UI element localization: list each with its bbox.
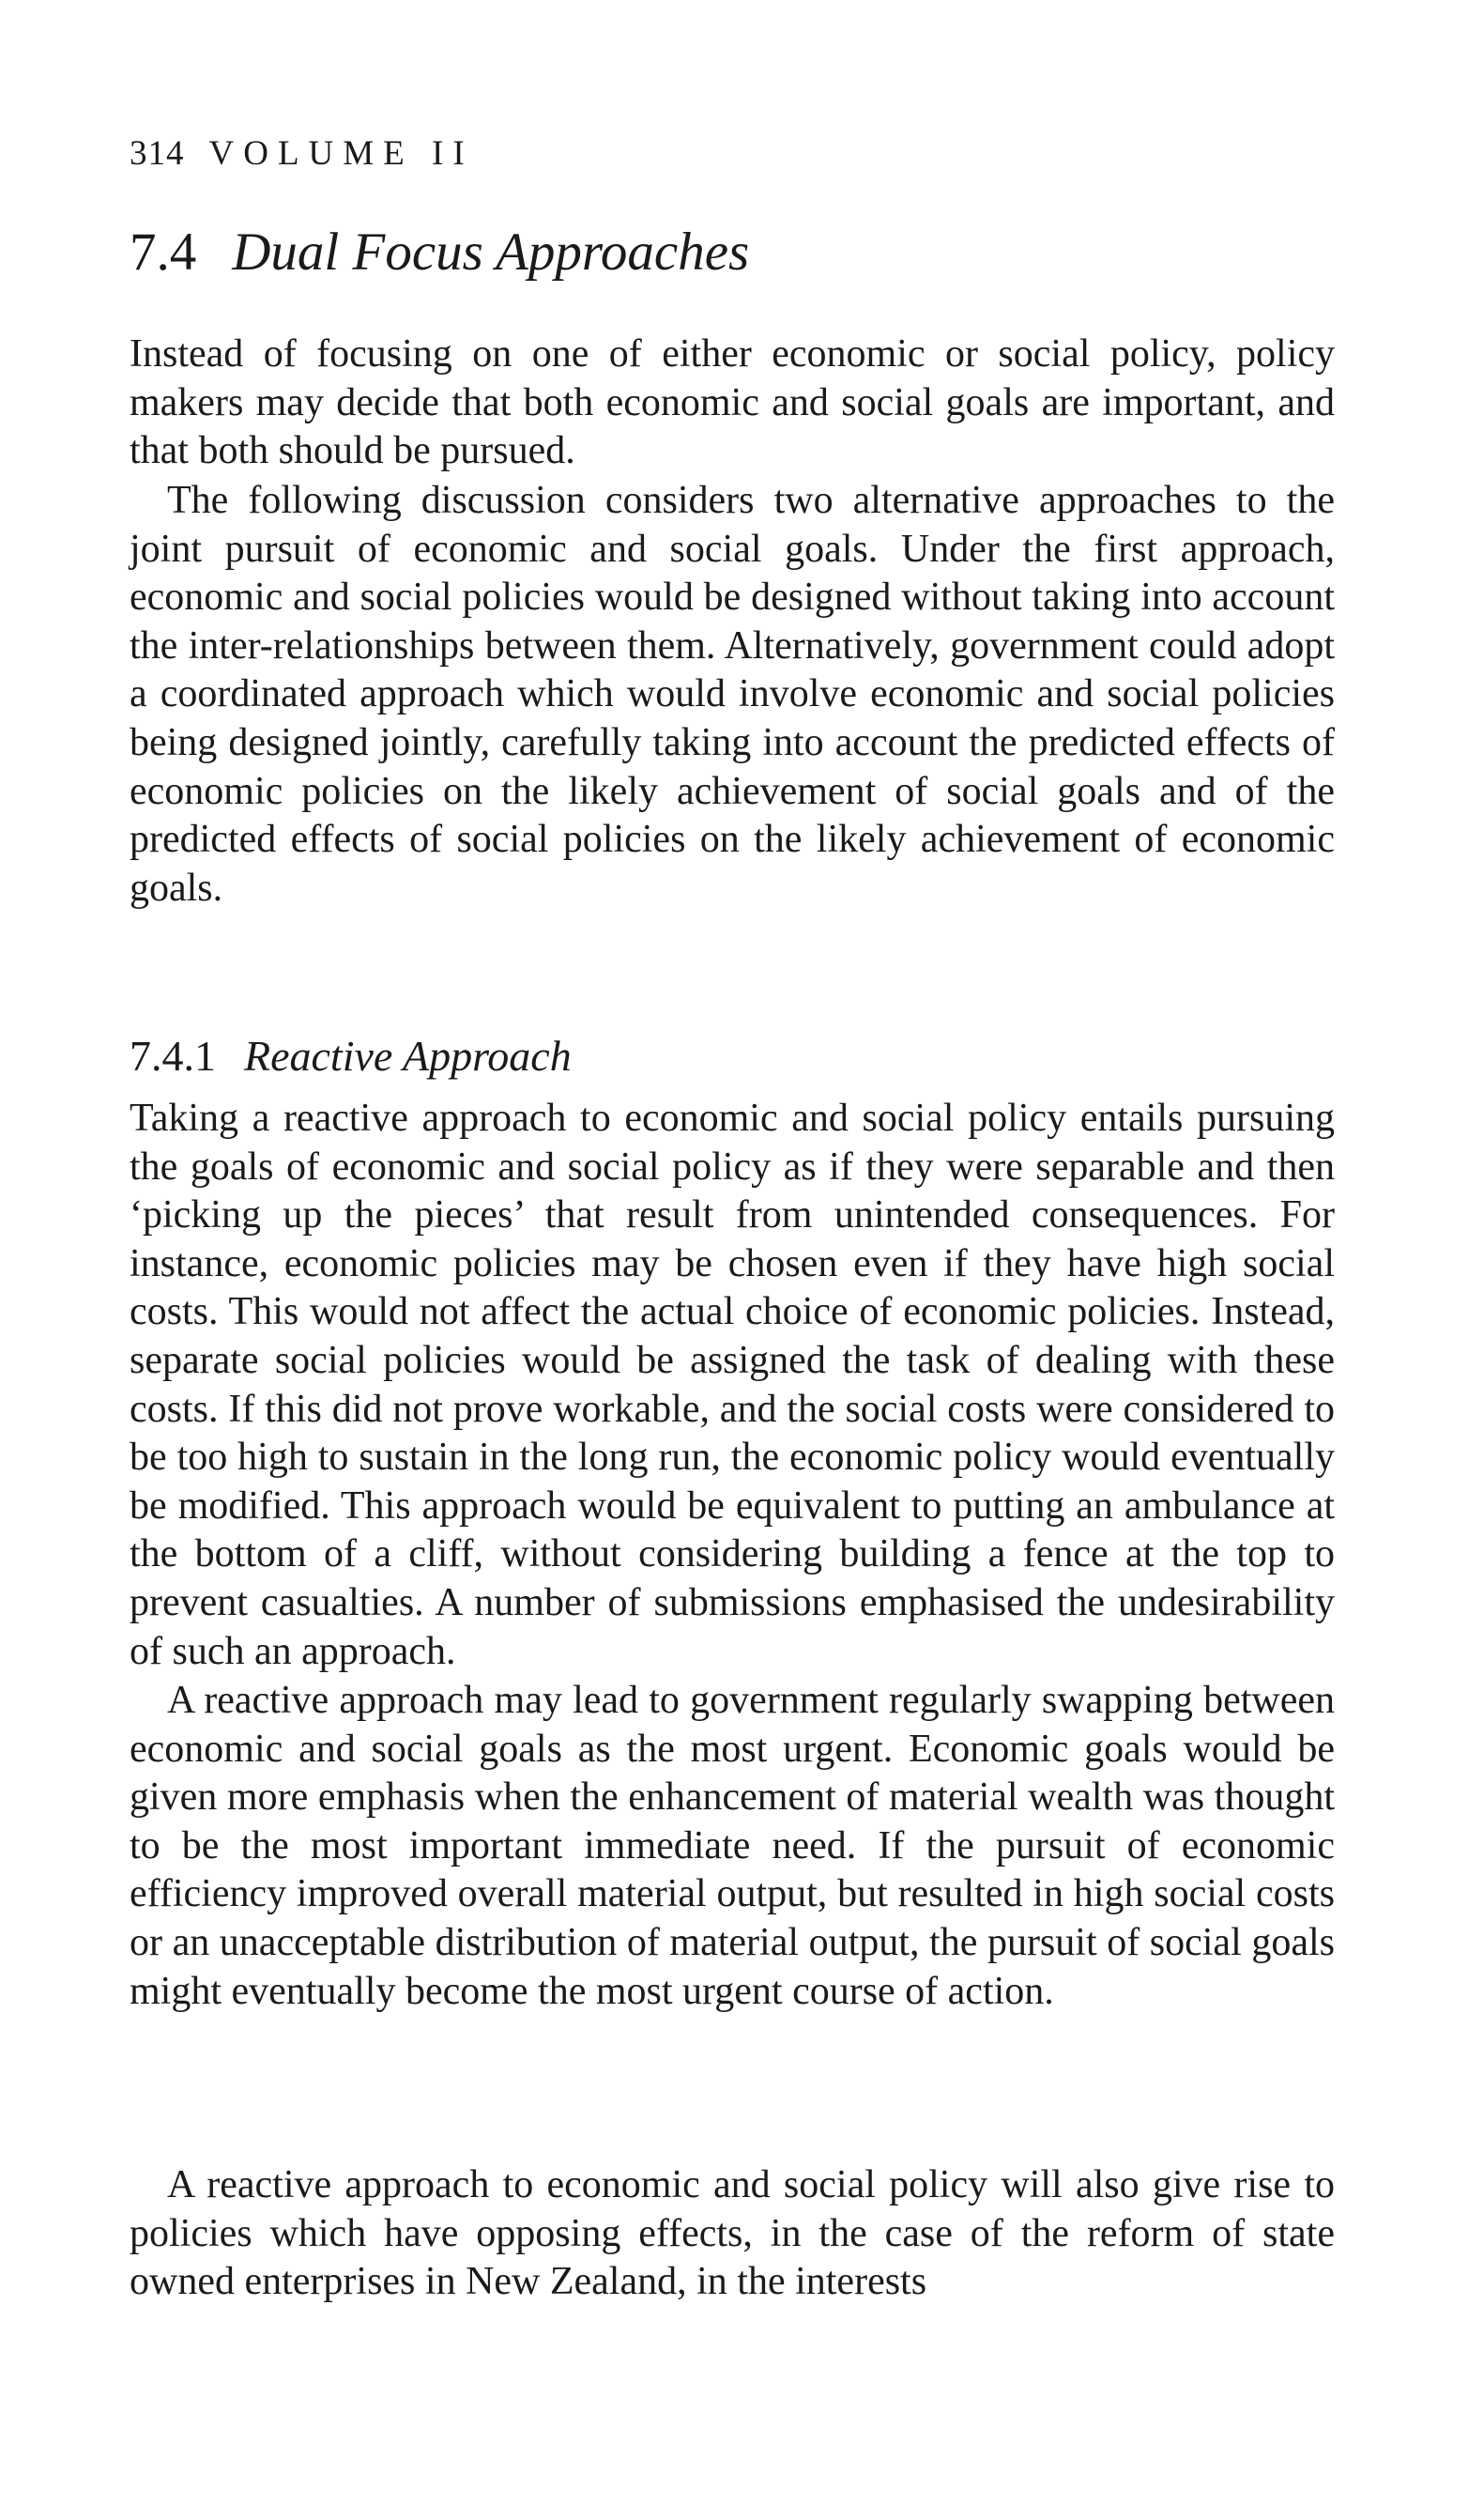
subsection-paragraph-3: A reactive approach to economic and social policy will also give rise to policies which have opposing effects, in the case of the reform of state owned enterprises in New Zealand, in the interests (130, 2163, 1335, 2304)
section-title: Dual Focus Approaches (232, 223, 750, 282)
section-paragraph-2: The following discussion considers two alternative approaches to the joint pursuit of economic and social goals. Under the first approach, economic and social policies would be designed without taking into account the inter-relationships between them. Alternatively, government could adopt a coordinated approach which would involve economic and social policies being designed jointly, carefully taking into account the predicted effects of economic policies on the likely achievement of social goals and of the predicted effects of social policies on the likely achievement of economic goals. (130, 479, 1335, 910)
section-paragraph-1: Instead of focusing on one of either economic or social policy, policy makers may decide that both economic and social goals are important, and that both should be pursued. (130, 332, 1335, 473)
section-heading (130, 223, 749, 283)
volume-label: VOLUME II (208, 134, 474, 173)
subsection-paragraph-2: A reactive approach may lead to government regularly swapping between economic and social goals as the most urgent. Economic goals would be given more emphasis when the enhancement of material wealth was thought to be the most important immediate need. If the pursuit of economic efficiency improved overall material output, but resulted in high social costs or an unacceptable distribution of material output, the pursuit of social goals might eventually become the most urgent course of action. (130, 1679, 1335, 2013)
subsection-paragraph-1: Taking a reactive approach to economic and social policy entails pursuing the goals of economic and social policy as if they were separable and then ‘picking up the pieces’ that result from unintended consequences. For instance, economic policies may be chosen even if they have high social costs. This would not affect the actual choice of economic policies. Instead, separate social policies would be assigned the task of dealing with these costs. If this did not prove workable, and the social costs were considered to be too high to sustain in the long run, the economic policy would eventually be modified. This approach would be equivalent to putting an ambulance at the bottom of a cliff, without considering building a fence at the top to prevent casualties. A number of submissions emphasised the undesirability of such an approach. (130, 1097, 1335, 1673)
running-header (130, 136, 474, 171)
page-number: 314 (130, 134, 185, 173)
section-number: 7.4 (130, 223, 197, 282)
subsection-heading (130, 1033, 572, 1081)
subsection-number: 7.4.1 (130, 1032, 216, 1080)
subsection-title: Reactive Approach (244, 1032, 572, 1080)
